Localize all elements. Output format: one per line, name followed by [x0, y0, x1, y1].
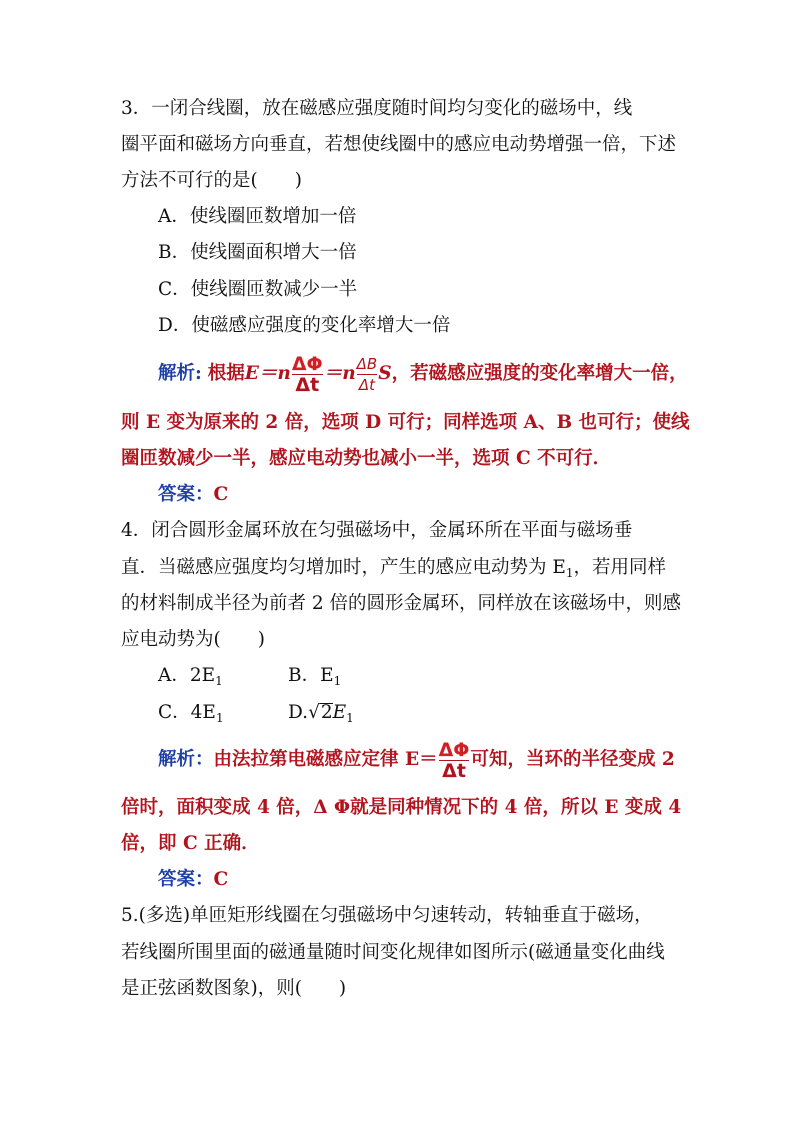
- q3-analysis-line-2: 则 E 变为原来的 2 倍，选项 D 可行；同样选项 A、B 也可行；使线: [121, 412, 690, 433]
- q3-line-2: 圈平面和磁场方向垂直，若想使线圈中的感应电动势增强一倍，下述: [121, 134, 677, 155]
- q3-option-c: C．使线圈匝数减少一半: [158, 279, 358, 300]
- subscript: 1: [215, 711, 224, 725]
- answer-value: C: [213, 484, 229, 505]
- q4-line-3: 的材料制成半径为前者 2 倍的圆形金属环，同样放在该磁场中，则感: [121, 593, 682, 614]
- q4-option-d: [288, 700, 354, 731]
- radicand: 2: [320, 702, 333, 723]
- formula-e: E: [244, 363, 259, 384]
- fraction-numerator: ΔB: [356, 354, 378, 373]
- option-b-text: B．E: [288, 665, 334, 686]
- option-d-text: D.: [288, 702, 309, 723]
- analysis-text: 根据: [207, 363, 245, 384]
- subscript: 1: [565, 566, 574, 580]
- subscript: 1: [333, 674, 342, 688]
- q5-line-1: 5.(多选)单匝矩形线圈在匀强磁场中匀速转动，转轴垂直于磁场，: [121, 905, 653, 926]
- formula-eq: ＝n: [258, 363, 291, 384]
- q3-line-1: 3．一闭合线圈，放在磁感应强度随时间均匀变化的磁场中，线: [121, 98, 633, 119]
- subscript: 1: [346, 711, 354, 725]
- analysis-text-post: ，若磁感应强度的变化率增大一倍，: [391, 363, 688, 384]
- fraction-denominator: Δt: [358, 375, 375, 394]
- q4-option-a: [158, 663, 223, 694]
- q3-option-d: D．使磁感应强度的变化率增大一倍: [158, 315, 451, 336]
- q4-line-2-text-post: ，若用同样: [573, 557, 667, 578]
- fraction-numerator: ΔΦ: [291, 352, 323, 375]
- q3-answer: [158, 482, 228, 508]
- answer-label: 答案：: [158, 484, 214, 505]
- q5-line-2: 若线圈所围里面的磁通量随时间变化规律如图所示(磁通量变化曲线: [121, 942, 665, 963]
- fraction-db-dt: [357, 355, 378, 394]
- formula-s: S: [378, 363, 392, 384]
- q4-line-1: 4．闭合圆形金属环放在匀强磁场中，金属环所在平面与磁场垂: [121, 520, 633, 541]
- q4-line-2: [121, 555, 666, 586]
- option-d-e: E: [332, 702, 347, 723]
- formula-eq-2: ＝n: [323, 363, 356, 384]
- answer-label: 答案：: [158, 869, 214, 890]
- fraction-numerator: ΔΦ: [438, 738, 470, 761]
- q4-analysis-line-2: 倍时，面积变成 4 倍，Δ Φ就是同种情况下的 4 倍，所以 E 变成 4: [121, 797, 682, 818]
- fraction-denominator: Δt: [442, 759, 466, 782]
- option-a-text: A．2E: [158, 665, 216, 686]
- q4-answer: [158, 867, 228, 893]
- q4-option-b: [288, 663, 341, 694]
- sqrt-symbol: √2: [308, 702, 333, 723]
- subscript: 1: [215, 674, 223, 688]
- fraction-dphi-dt: [291, 352, 323, 396]
- q4-analysis-line-1: [158, 738, 675, 782]
- answer-value: C: [213, 869, 229, 890]
- q3-line-3: 方法不可行的是( ): [121, 170, 302, 191]
- analysis-label: 解析: [158, 363, 196, 384]
- analysis-text-post: 可知，当环的半径变成 2: [470, 749, 675, 770]
- q3-analysis-line-3: 圈匝数减少一半，感应电动势也减小一半，选项 C 不可行．: [121, 448, 612, 469]
- analysis-text: 由法拉第电磁感应定律 E＝: [213, 749, 438, 770]
- q3-option-b: B．使线圈面积增大一倍: [158, 242, 357, 263]
- q3-option-a: A．使线圈匝数增加一倍: [158, 206, 357, 227]
- q5-line-3: 是正弦函数图象)，则( ): [121, 978, 347, 999]
- fraction-denominator: Δt: [295, 373, 320, 396]
- q4-line-4: 应电动势为( ): [121, 629, 265, 650]
- analysis-colon: ：: [195, 749, 214, 770]
- option-c-text: C．4E: [158, 702, 216, 723]
- analysis-colon: :: [195, 363, 202, 384]
- q4-line-2-text: 直．当磁感应强度均匀增加时，产生的感应电动势为 E: [121, 557, 566, 578]
- q4-analysis-line-3: 倍，即 C 正确．: [121, 833, 260, 854]
- q4-option-c: [158, 700, 224, 731]
- analysis-label: 解析: [158, 749, 196, 770]
- fraction-dphi-dt: [438, 738, 470, 782]
- q3-analysis-line-1: [158, 352, 688, 396]
